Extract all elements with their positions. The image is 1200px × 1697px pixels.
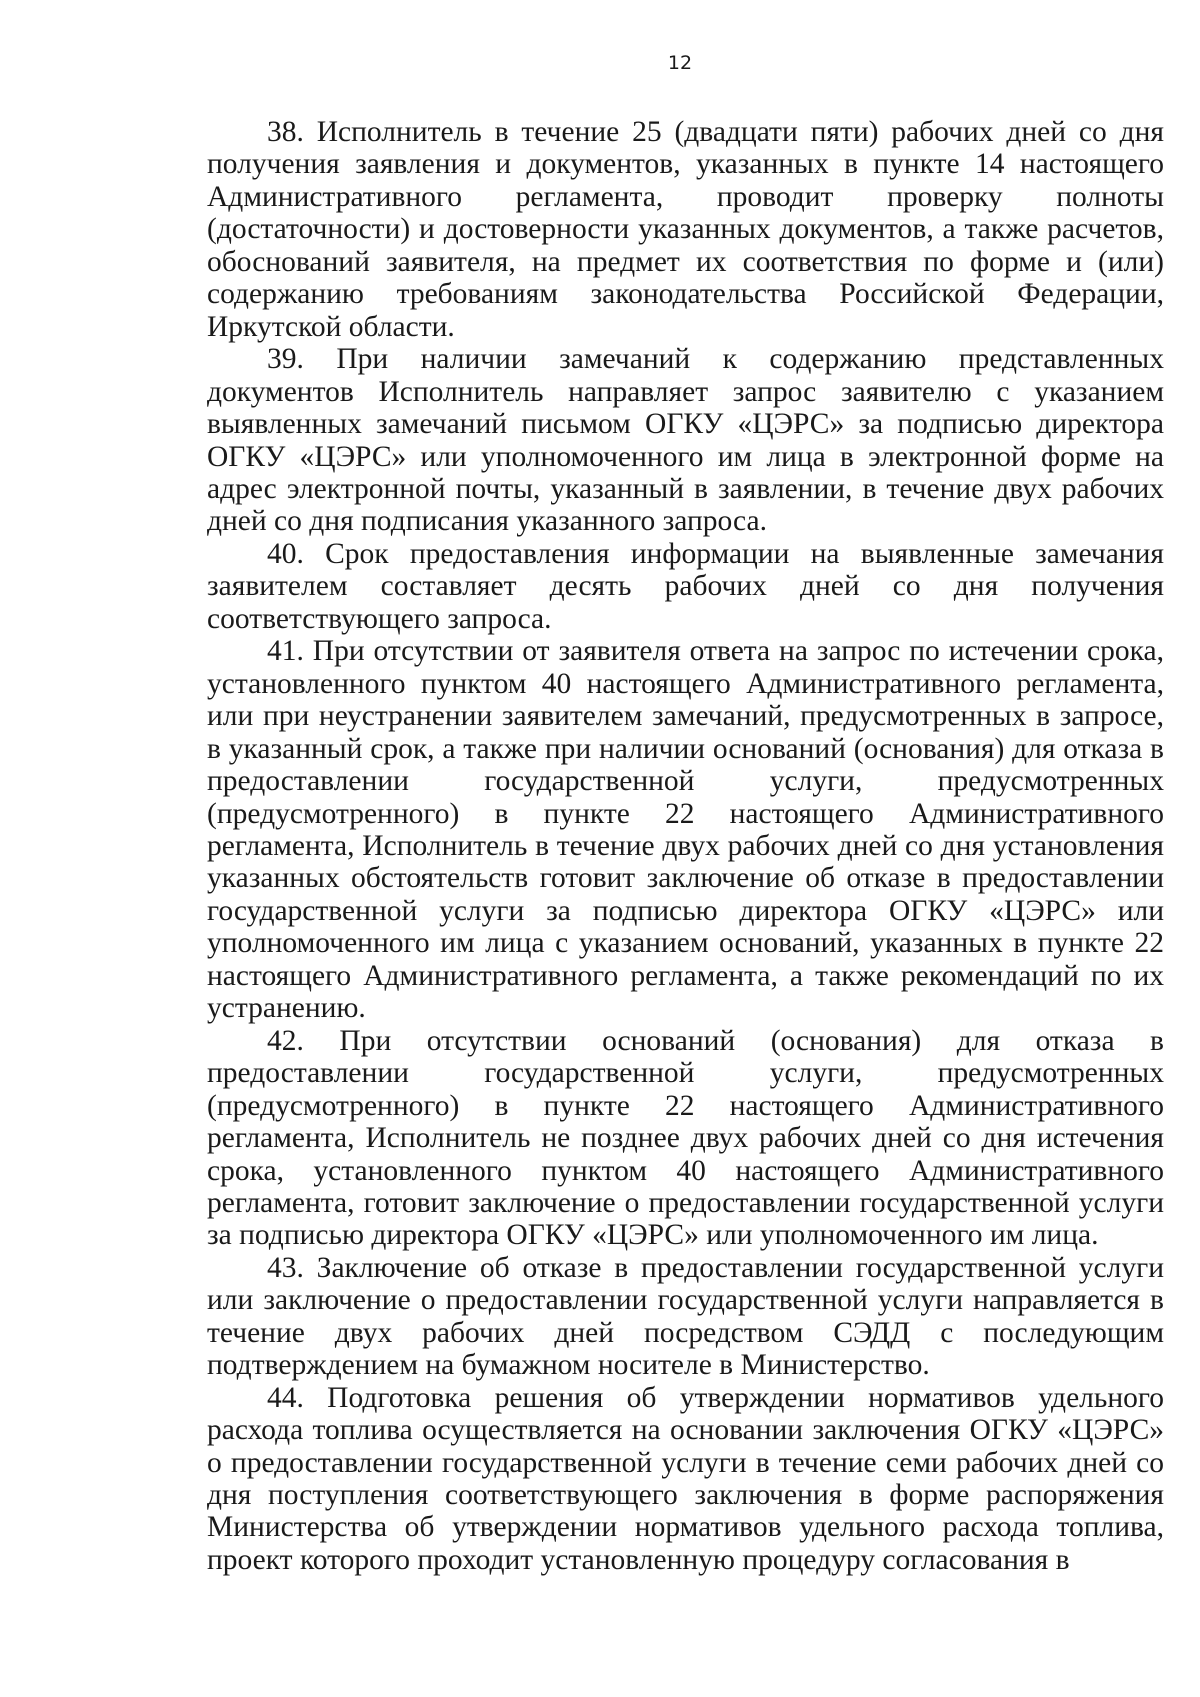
paragraph-38: 38. Исполнитель в течение 25 (двадцати пяти) рабочих дней со дня получения заявления и документов, указанных в пункте 14 настоящего Административного регламента, проводит проверку полноты (достаточности) и достоверности указанных документов, а также расчетов, обоснований заявителя, на предмет их соответствия по форме и (или) содержанию требованиям законодательства Российской Федерации, Иркутской области. [207,116,1164,343]
paragraph-44: 44. Подготовка решения об утверждении нормативов удельного расхода топлива осуществляется на основании заключения ОГКУ «ЦЭРС» о предоставлении государственной услуги в течение семи рабочих дней со дня поступления соответствующего заключения в форме распоряжения Министерства об утверждении нормативов удельного расхода топлива, проект которого проходит установленную процедуру согласования в [207,1381,1164,1576]
paragraph-40: 40. Срок предоставления информации на выявленные замечания заявителем составляет десять рабочих дней со дня получения соответствующего запроса. [207,537,1164,635]
document-body [207,116,1164,1576]
paragraph-41: 41. При отсутствии от заявителя ответа на запрос по истечении срока, установленного пунктом 40 настоящего Административного регламента, или при неустранении заявителем замечаний, предусмотренных в запросе, в указанный срок, а также при наличии оснований (основания) для отказа в предоставлении государственной услуги, предусмотренных (предусмотренного) в пункте 22 настоящего Административного регламента, Исполнитель в течение двух рабочих дней со дня установления указанных обстоятельств готовит заключение об отказе в предоставлении государственной услуги за подписью директора ОГКУ «ЦЭРС» или уполномоченного им лица с указанием оснований, указанных в пункте 22 настоящего Административного регламента, а также рекомендаций по их устранению. [207,635,1164,1025]
paragraph-42: 42. При отсутствии оснований (основания) для отказа в предоставлении государственной услуги, предусмотренных (предусмотренного) в пункте 22 настоящего Административного регламента, Исполнитель не позднее двух рабочих дней со дня истечения срока, установленного пунктом 40 настоящего Административного регламента, готовит заключение о предоставлении государственной услуги за подписью директора ОГКУ «ЦЭРС» или уполномоченного им лица. [207,1024,1164,1252]
paragraph-39: 39. При наличии замечаний к содержанию представленных документов Исполнитель направляет запрос заявителю с указанием выявленных замечаний письмом ОГКУ «ЦЭРС» за подписью директора ОГКУ «ЦЭРС» или уполномоченного им лица в электронной форме на адрес электронной почты, указанный в заявлении, в течение двух рабочих дней со дня подписания указанного запроса. [207,343,1164,538]
page-number: 12 [667,52,693,74]
paragraph-43: 43. Заключение об отказе в предоставлении государственной услуги или заключение о предоставлении государственной услуги направляется в течение двух рабочих дней посредством СЭДД с последующим подтверждением на бумажном носителе в Министерство. [207,1251,1164,1382]
